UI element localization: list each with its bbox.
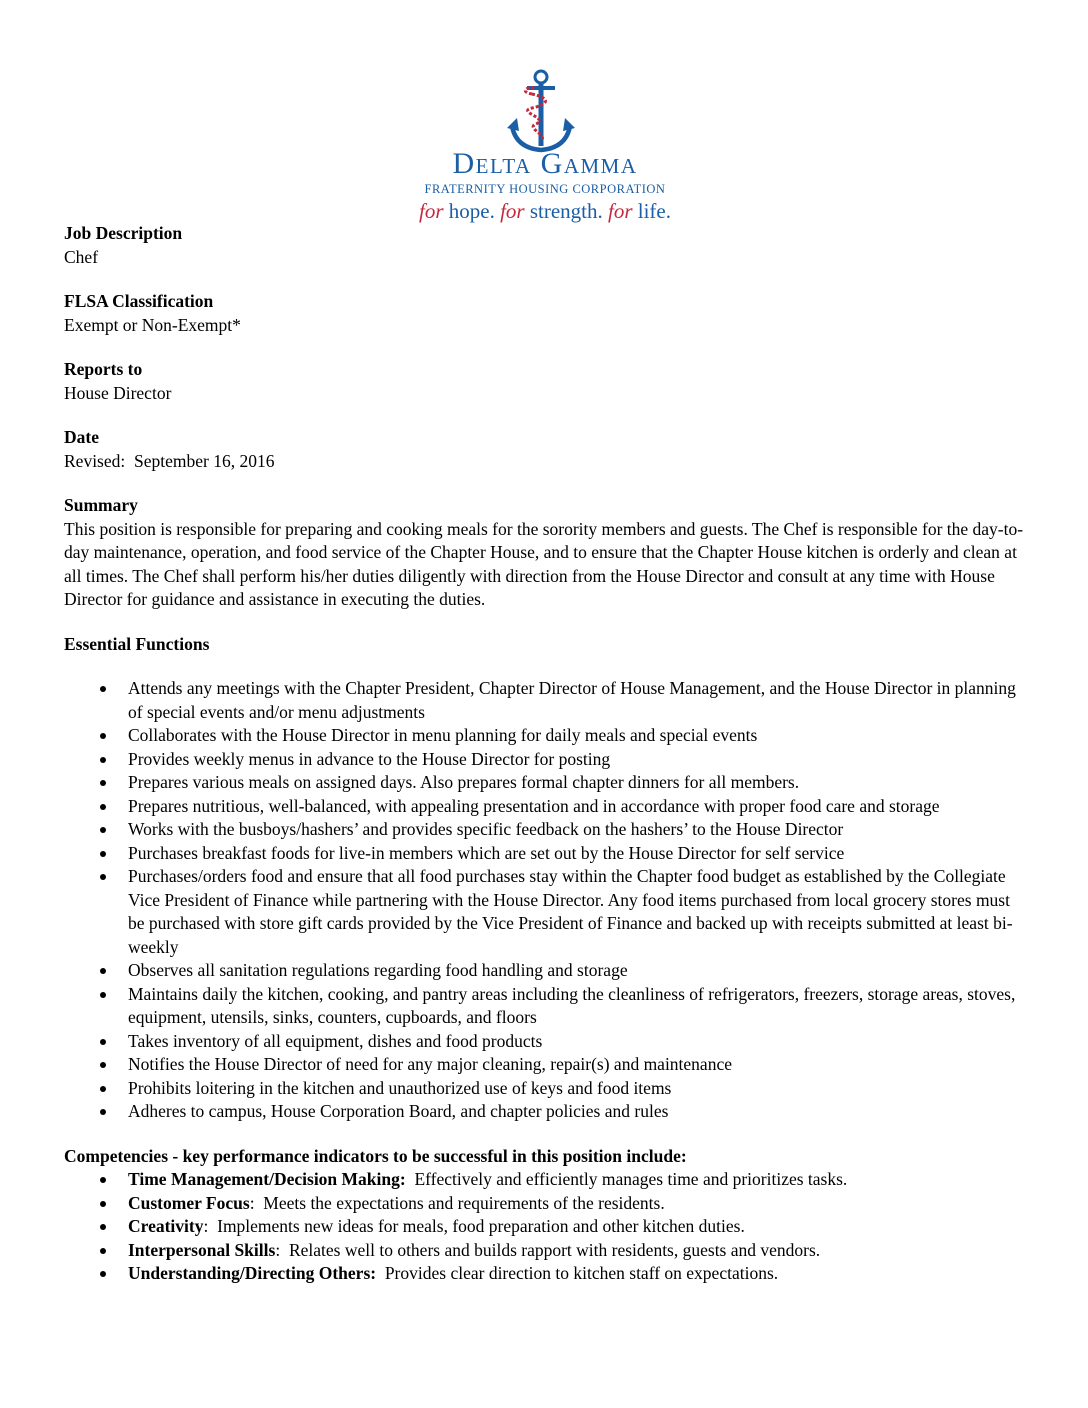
list-item xyxy=(64,1100,1029,1124)
tagline-for-3: for xyxy=(608,199,633,223)
bullet-icon xyxy=(100,968,106,974)
competency-desc: : Meets the expectations and requirements of the residents. xyxy=(249,1192,665,1213)
bullet-icon xyxy=(100,851,106,857)
reports-to-section xyxy=(64,358,1029,405)
job-description-section xyxy=(64,222,1029,269)
essential-functions-list xyxy=(64,677,1029,1124)
list-item-text: Attends any meetings with the Chapter President, Chapter Director of House Management, and the House Director in planning of special events and/or menu adjustments xyxy=(128,678,1016,722)
list-item xyxy=(64,677,1029,724)
competencies-heading: Competencies - key performance indicators to be successful in this position include: xyxy=(64,1145,687,1166)
summary-heading: Summary xyxy=(64,495,138,515)
competency-term: Interpersonal Skills xyxy=(128,1239,276,1260)
reports-to-value: House Director xyxy=(64,382,172,403)
bullet-icon xyxy=(100,780,106,786)
bullet-icon xyxy=(100,827,106,833)
list-item xyxy=(64,1192,1029,1216)
date-value: Revised: September 16, 2016 xyxy=(64,450,275,471)
competency-term: Understanding/Directing Others: xyxy=(128,1263,377,1283)
list-item-text: Prepares nutritious, well-balanced, with appealing presentation and in accordance with proper food care and storage xyxy=(128,795,940,816)
flsa-value: Exempt or Non-Exempt* xyxy=(64,314,241,335)
competency-term: Customer Focus xyxy=(128,1192,250,1213)
bullet-icon xyxy=(100,1062,106,1068)
competency-desc: Provides clear direction to kitchen staff on expectations. xyxy=(376,1263,779,1283)
tagline-strength: strength. xyxy=(524,199,608,223)
bullet-icon xyxy=(100,992,106,998)
bullet-icon xyxy=(100,1177,106,1183)
list-item-text: Maintains daily the kitchen, cooking, and pantry areas including the cleanliness of refrigerators, freezers, storage areas, stoves, equipment, utensils, sinks, counters, cupboards, and floors xyxy=(128,983,1016,1027)
logo-tagline xyxy=(380,199,710,223)
list-item-text: Takes inventory of all equipment, dishes and food products xyxy=(128,1030,543,1051)
anchor-icon xyxy=(506,68,576,158)
date-heading: Date xyxy=(64,427,99,447)
competencies-section xyxy=(64,1145,1029,1286)
list-item-text: Notifies the House Director of need for any major cleaning, repair(s) and maintenance xyxy=(128,1054,732,1074)
bullet-icon xyxy=(100,1039,106,1045)
essential-functions-heading: Essential Functions xyxy=(64,633,210,654)
list-item xyxy=(64,1053,1029,1077)
tagline-for-2: for xyxy=(500,199,525,223)
list-item xyxy=(64,983,1029,1030)
list-item-text: Prohibits loitering in the kitchen and unauthorized use of keys and food items xyxy=(128,1077,672,1098)
summary-section xyxy=(64,494,1029,612)
flsa-heading: FLSA Classification xyxy=(64,291,214,311)
list-item-text: Collaborates with the House Director in menu planning for daily meals and special events xyxy=(128,725,758,745)
date-section xyxy=(64,426,1029,473)
list-item xyxy=(64,1030,1029,1054)
bullet-icon xyxy=(100,874,106,880)
delta-gamma-logo xyxy=(380,68,710,228)
document-body xyxy=(64,222,1029,1286)
tagline-life: life. xyxy=(632,199,671,223)
list-item-text: Provides weekly menus in advance to the House Director for posting xyxy=(128,748,611,769)
competency-desc: : Implements new ideas for meals, food preparation and other kitchen duties. xyxy=(203,1216,745,1236)
competencies-list xyxy=(64,1168,1029,1286)
list-item-text: Purchases breakfast foods for live-in members which are set out by the House Director for self service xyxy=(128,842,845,863)
reports-to-heading: Reports to xyxy=(64,359,143,379)
logo-subtitle: FRATERNITY HOUSING CORPORATION xyxy=(424,182,666,196)
list-item xyxy=(64,1077,1029,1101)
list-item xyxy=(64,842,1029,866)
bullet-icon xyxy=(100,757,106,763)
list-item xyxy=(64,865,1029,959)
list-item-text: Works with the busboys/hashers’ and provides specific feedback on the hashers’ to the House Director xyxy=(128,819,844,839)
bullet-icon xyxy=(100,686,106,692)
list-item xyxy=(64,959,1029,983)
list-item xyxy=(64,795,1029,819)
list-item xyxy=(64,818,1029,842)
list-item xyxy=(64,1168,1029,1192)
competency-term: Creativity xyxy=(128,1216,204,1236)
bullet-icon xyxy=(100,1248,106,1254)
job-description-value: Chef xyxy=(64,246,99,267)
bullet-icon xyxy=(100,804,106,810)
list-item-text: Prepares various meals on assigned days. Also prepares formal chapter dinners for all members. xyxy=(128,772,800,792)
tagline-for-1: for xyxy=(418,199,444,223)
list-item-text: Adheres to campus, House Corporation Board, and chapter policies and rules xyxy=(128,1101,669,1121)
bullet-icon xyxy=(100,1224,106,1230)
tagline-hope: hope. xyxy=(443,199,501,223)
job-description-heading: Job Description xyxy=(64,223,183,243)
essential-functions-section xyxy=(64,633,1029,1124)
list-item xyxy=(64,1262,1029,1286)
competency-desc: : Relates well to others and builds rapport with residents, guests and vendors. xyxy=(275,1239,821,1260)
list-item-text: Observes all sanitation regulations regarding food handling and storage xyxy=(128,960,628,980)
list-item xyxy=(64,724,1029,748)
bullet-icon xyxy=(100,1109,106,1115)
list-item-text: Purchases/orders food and ensure that all food purchases stay within the Chapter food budget as established by the Collegiate Vice President of Finance while partnering with the House Director. Any food items purchased from local grocery stores must be purchased with store gift cards provided by the Vice President of Finance and backed up with receipts submitted at least bi-weekly xyxy=(128,866,1013,957)
flsa-section xyxy=(64,290,1029,337)
bullet-icon xyxy=(100,1271,106,1277)
logo-name: Delta Gamma xyxy=(452,147,638,180)
summary-text: This position is responsible for preparing and cooking meals for the sorority members and guests. The Chef is responsible for the day-to-day maintenance, operation, and food service of the Chapter House, and to ensure that the Chapter House kitchen is orderly and clean at all times. The Chef shall perform his/her duties diligently with direction from the House Director and consult at any time with House Director for guidance and assistance in executing the duties. xyxy=(64,518,1024,609)
bullet-icon xyxy=(100,733,106,739)
bullet-icon xyxy=(100,1086,106,1092)
list-item xyxy=(64,1215,1029,1239)
list-item xyxy=(64,1239,1029,1263)
competency-term: Time Management/Decision Making: xyxy=(128,1169,406,1189)
list-item xyxy=(64,771,1029,795)
bullet-icon xyxy=(100,1201,106,1207)
competency-desc: Effectively and efficiently manages time and prioritizes tasks. xyxy=(405,1169,848,1189)
list-item xyxy=(64,748,1029,772)
